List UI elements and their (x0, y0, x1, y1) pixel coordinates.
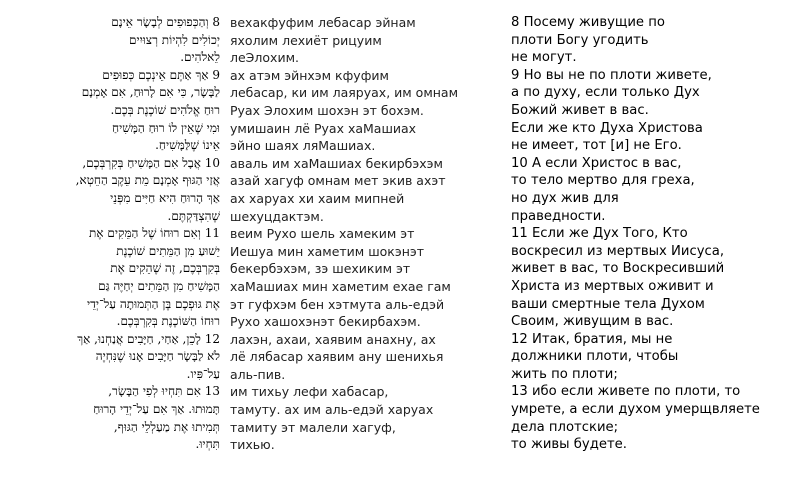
russian-line: 9 Но вы не по плоти живете, (511, 67, 712, 83)
transliteration-line: ах атэм эйнхэм кфуфим (230, 67, 389, 83)
russian-line: жить по плоти; (511, 366, 618, 382)
hebrew-line: 13 אִם תִּחְיוּ לְפִי הַבָּשָׂר, (108, 384, 220, 399)
russian-line: ваши смертные тела Духом (511, 296, 705, 312)
hebrew-line: בְּקִרְבְּכֶם, זֶה שֶׁהֵקִים אֶת (110, 261, 220, 276)
transliteration-line: аваль им хаМашиах бекирбэхэм (230, 155, 443, 171)
russian-line: 10 А если Христос в вас, (511, 155, 682, 171)
hebrew-line: 12 לָכֵן, אַחַי, חַיָּבִים אֲנַחְנוּ, אַךְ (77, 331, 220, 346)
transliteration-line: лё лябасар хаявим ану шенихья (230, 349, 444, 365)
russian-column (511, 14, 796, 454)
hebrew-line: שֶׁהִצְדַּקְתֶּם. (167, 208, 220, 223)
transliteration-line: Рухо хашохэнэт бекирбахэм. (230, 314, 421, 330)
transliteration-line: эт гуфхэм бен хэтмута аль-едэй (230, 296, 445, 312)
russian-line: Христа из мертвых оживит и (511, 278, 714, 294)
hebrew-line: רוּחוֹ הַשּׁוֹכֶנֶת בְּקִרְבְּכֶם. (116, 314, 220, 329)
hebrew-line: 9 אַךְ אַתֶּם אֵינְכֶם כְּפוּפִים (102, 67, 220, 82)
russian-line: должники плоти, чтобы (511, 349, 679, 365)
transliteration-line: аль-пив. (230, 366, 286, 382)
transliteration-line: тамиту эт малели хагуф, (230, 419, 396, 435)
transliteration-column (230, 14, 500, 454)
hebrew-line: 11 וְאִם רוּחוֹ שֶׁל הַמֵּקִים אֶת (89, 226, 220, 241)
russian-line: то тело мертво для греха, (511, 173, 695, 189)
transliteration-line: леЭлохим. (230, 50, 299, 66)
russian-line: умрете, а если духом умерщвляете (511, 402, 760, 418)
russian-line: но дух жив для (511, 190, 619, 206)
hebrew-line: עַל־פִּיו. (186, 366, 220, 381)
transliteration-line: лахэн, ахаи, хаявим анахну, ах (230, 331, 436, 347)
russian-line: не могут. (511, 50, 577, 66)
transliteration-line: шехуцдактэм. (230, 208, 324, 224)
hebrew-line: תְּמִיתוּ אֶת מַעַלְלֵי הַגּוּף, (113, 419, 220, 434)
russian-line: 13 ибо если живете по плоти, то (511, 384, 741, 400)
transliteration-line: веим Рухо шель хамеким эт (230, 226, 415, 242)
russian-line: воскресил из мертвых Иисуса, (511, 243, 725, 259)
transliteration-line: Руах Элохим шохэн эт бохэм. (230, 102, 424, 118)
hebrew-line: וּמִי שֶׁאֵין לוֹ רוּחַ הַמָּשִׁיחַ (112, 120, 220, 135)
transliteration-line: им тихьу лефи хабасар, (230, 384, 389, 400)
russian-line: праведности. (511, 208, 606, 224)
hebrew-line: אֲזַי הַגּוּף אָמְנָם מֵת עֵקֶב הַחֵטְא, (75, 173, 220, 188)
transliteration-line: лебасар, ки им лаяруах, им омнам (230, 85, 459, 101)
russian-line: живет в вас, то Воскресивший (511, 261, 725, 277)
transliteration-line: ах харуах хи хаим мипней (230, 190, 405, 206)
hebrew-column (6, 14, 220, 454)
transliteration-line: умишаин лё Руах хаМашиах (230, 120, 417, 136)
hebrew-line: לֵאלֹהִים. (180, 50, 220, 65)
russian-line: то живы будете. (511, 437, 627, 453)
russian-line: Божий живет в вас. (511, 102, 649, 118)
hebrew-line: הַמָּשִׁיחַ מִן הַמֵּתִים יְחַיֶּה גַּם (98, 278, 220, 293)
hebrew-line: 8 וְהַכְּפוּפִים לְבָשָׂר אֵינָם (111, 15, 220, 29)
transliteration-line: бекербэхэм, зэ шехиким эт (230, 261, 411, 277)
hebrew-line: רוּחַ אֱלֹהִים שׁוֹכֶנֶת בְּכֶם. (110, 102, 220, 117)
transliteration-line: хаМашиах мин хаметим ехае гам (230, 278, 451, 294)
transliteration-line: Иешуа мин хаметим шокэнэт (230, 243, 425, 259)
transliteration-line: эйно шаях ляМашиах. (230, 138, 376, 154)
hebrew-line: לֹא לַבָּשָׂר חַיָּבִים אָנוּ שֶׁנִּחְיֶה (95, 349, 220, 364)
hebrew-line: יֵשׁוּעַ מִן הַמֵּתִים שׁוֹכֶנֶת (116, 243, 220, 258)
transliteration-line: яхолим лехиёт рицуим (230, 32, 382, 48)
hebrew-line: אַךְ הָרוּחַ הִיא חַיִּים מִפְּנֵי (110, 190, 220, 205)
transliteration-line: вехакфуфим лебасар эйнам (230, 15, 416, 30)
russian-line: 11 Если же Дух Того, Кто (511, 226, 688, 242)
transliteration-line: тихью. (230, 437, 275, 453)
russian-line: дела плотские; (511, 419, 619, 435)
hebrew-line: תִּחְיוּ. (195, 437, 220, 452)
transliteration-line: азай хагуф омнам мет экив ахэт (230, 173, 446, 189)
hebrew-line: יְכוֹלִים לִהְיוֹת רְצוּיִים (128, 32, 220, 47)
russian-line: плоти Богу угодить (511, 32, 649, 48)
transliteration-line: тамуту. ах им аль-едэй харуах (230, 402, 434, 418)
russian-line: 8 Посему живущие по (511, 15, 665, 30)
russian-line: Своим, живущим в вас. (511, 314, 674, 330)
hebrew-line: אֶת גּוּפְכֶם בֶּן הַתְּמוּתָה עַל־יְדֵי (87, 296, 220, 311)
hebrew-line: תָּמוּתוּ. אַךְ אִם עַל־יְדֵי הָרוּחַ (93, 402, 220, 417)
hebrew-line: אֵינוֹ שֶׁלַּמָּשִׁיחַ. (155, 138, 220, 153)
russian-line: а по духу, если только Дух (511, 85, 700, 101)
russian-line: не имеет, тот [и] не Его. (511, 138, 682, 154)
hebrew-line: לַבָּשָׂר, כִּי אִם לָרוּחַ, אִם אָמְנָם (81, 85, 220, 100)
russian-line: 12 Итак, братия, мы не (511, 331, 673, 347)
russian-line: Если же кто Духа Христова (511, 120, 703, 136)
hebrew-line: 10 אֲבָל אִם הַמָּשִׁיחַ בְּקִרְבְּכֶם, (82, 155, 220, 170)
